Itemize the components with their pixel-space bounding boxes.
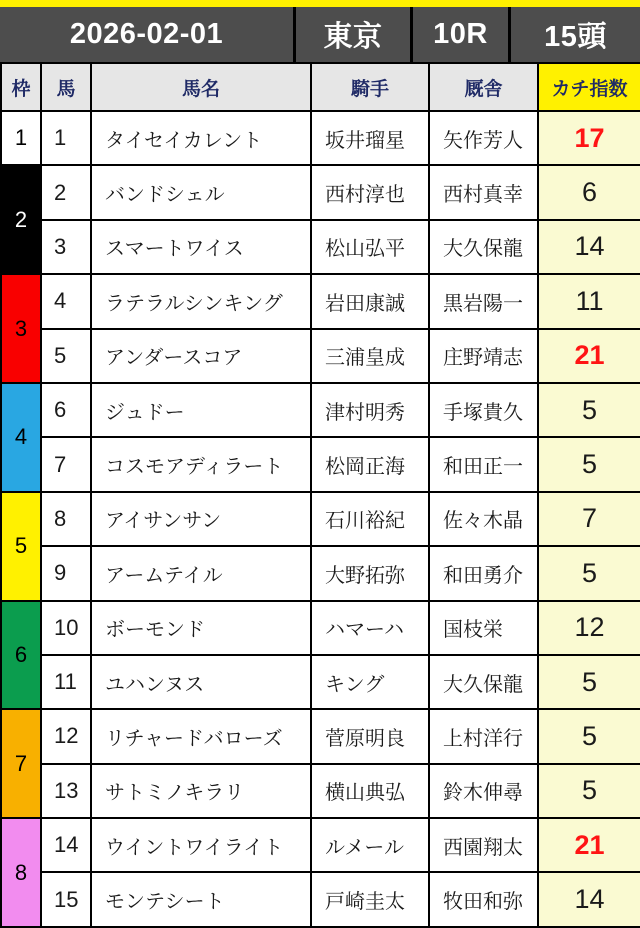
stable-cell: 手塚貴久 <box>429 383 538 437</box>
horse-name-cell: アイサンサン <box>91 492 311 546</box>
stable-cell: 黒岩陽一 <box>429 274 538 328</box>
stable-cell: 和田勇介 <box>429 546 538 600</box>
horse-number-cell: 10 <box>41 601 91 655</box>
table-row <box>1 383 640 437</box>
stable-cell: 牧田和弥 <box>429 872 538 927</box>
table-row <box>1 165 640 219</box>
table-row <box>1 872 640 927</box>
stable-cell: 大久保龍 <box>429 655 538 709</box>
table-row <box>1 709 640 763</box>
frame-cell: 1 <box>1 111 41 165</box>
frame-cell: 3 <box>1 274 41 383</box>
stable-cell: 和田正一 <box>429 437 538 491</box>
col-header-frame: 枠 <box>1 63 41 111</box>
jockey-cell: 松岡正海 <box>311 437 429 491</box>
jockey-cell: 岩田康誠 <box>311 274 429 328</box>
horse-name-cell: リチャードバローズ <box>91 709 311 763</box>
horse-name-cell: サトミノキラリ <box>91 764 311 818</box>
frame-cell: 2 <box>1 165 41 274</box>
entry-table <box>0 62 640 928</box>
jockey-cell: 菅原明良 <box>311 709 429 763</box>
stable-cell: 大久保龍 <box>429 220 538 274</box>
stable-cell: 西園翔太 <box>429 818 538 872</box>
horse-number-cell: 5 <box>41 329 91 383</box>
frame-cell: 8 <box>1 818 41 927</box>
jockey-cell: キング <box>311 655 429 709</box>
index-cell: 21 <box>538 329 640 383</box>
horse-number-cell: 14 <box>41 818 91 872</box>
index-cell: 6 <box>538 165 640 219</box>
horse-number-cell: 7 <box>41 437 91 491</box>
col-header-jockey: 騎手 <box>311 63 429 111</box>
table-row <box>1 220 640 274</box>
horse-name-cell: ウイントワイライト <box>91 818 311 872</box>
index-cell: 11 <box>538 274 640 328</box>
table-row <box>1 655 640 709</box>
index-cell: 5 <box>538 383 640 437</box>
frame-cell: 7 <box>1 709 41 818</box>
stable-cell: 上村洋行 <box>429 709 538 763</box>
column-header-row <box>1 63 640 111</box>
horse-name-cell: スマートワイス <box>91 220 311 274</box>
col-header-index: カチ指数 <box>538 63 640 111</box>
jockey-cell: 戸崎圭太 <box>311 872 429 927</box>
table-row <box>1 818 640 872</box>
stable-cell: 矢作芳人 <box>429 111 538 165</box>
index-cell: 5 <box>538 437 640 491</box>
race-horse-count: 15頭 <box>511 7 640 62</box>
horse-name-cell: アンダースコア <box>91 329 311 383</box>
index-cell: 21 <box>538 818 640 872</box>
horse-number-cell: 8 <box>41 492 91 546</box>
col-header-stable: 厩舎 <box>429 63 538 111</box>
col-header-horse: 馬 <box>41 63 91 111</box>
table-row <box>1 329 640 383</box>
jockey-cell: ルメール <box>311 818 429 872</box>
horse-number-cell: 1 <box>41 111 91 165</box>
index-cell: 12 <box>538 601 640 655</box>
horse-name-cell: バンドシェル <box>91 165 311 219</box>
horse-number-cell: 3 <box>41 220 91 274</box>
jockey-cell: 石川裕紀 <box>311 492 429 546</box>
table-row <box>1 601 640 655</box>
horse-name-cell: タイセイカレント <box>91 111 311 165</box>
jockey-cell: 横山典弘 <box>311 764 429 818</box>
race-number: 10R <box>413 7 508 62</box>
race-date: 2026-02-01 <box>0 7 293 62</box>
horse-number-cell: 15 <box>41 872 91 927</box>
jockey-cell: 三浦皇成 <box>311 329 429 383</box>
frame-cell: 6 <box>1 601 41 710</box>
horse-number-cell: 11 <box>41 655 91 709</box>
stable-cell: 鈴木伸尋 <box>429 764 538 818</box>
horse-name-cell: ユハンヌス <box>91 655 311 709</box>
index-cell: 14 <box>538 872 640 927</box>
index-cell: 5 <box>538 709 640 763</box>
horse-number-cell: 4 <box>41 274 91 328</box>
col-header-horse-name: 馬名 <box>91 63 311 111</box>
index-cell: 17 <box>538 111 640 165</box>
frame-cell: 5 <box>1 492 41 601</box>
race-header <box>0 7 640 62</box>
table-row <box>1 111 640 165</box>
stable-cell: 国枝栄 <box>429 601 538 655</box>
table-row <box>1 492 640 546</box>
horse-number-cell: 9 <box>41 546 91 600</box>
horse-name-cell: ジュドー <box>91 383 311 437</box>
jockey-cell: ハマーハ <box>311 601 429 655</box>
frame-cell: 4 <box>1 383 41 492</box>
table-row <box>1 546 640 600</box>
jockey-cell: 西村淳也 <box>311 165 429 219</box>
horse-name-cell: アームテイル <box>91 546 311 600</box>
horse-name-cell: ラテラルシンキング <box>91 274 311 328</box>
horse-name-cell: ボーモンド <box>91 601 311 655</box>
index-cell: 7 <box>538 492 640 546</box>
horse-name-cell: コスモアディラート <box>91 437 311 491</box>
horse-number-cell: 12 <box>41 709 91 763</box>
index-cell: 5 <box>538 655 640 709</box>
race-venue: 東京 <box>296 7 410 62</box>
table-row <box>1 437 640 491</box>
stable-cell: 佐々木晶 <box>429 492 538 546</box>
horse-number-cell: 13 <box>41 764 91 818</box>
horse-number-cell: 6 <box>41 383 91 437</box>
index-cell: 5 <box>538 764 640 818</box>
table-row <box>1 274 640 328</box>
horse-number-cell: 2 <box>41 165 91 219</box>
top-accent-strip <box>0 0 640 7</box>
jockey-cell: 津村明秀 <box>311 383 429 437</box>
jockey-cell: 大野拓弥 <box>311 546 429 600</box>
stable-cell: 庄野靖志 <box>429 329 538 383</box>
index-cell: 5 <box>538 546 640 600</box>
jockey-cell: 坂井瑠星 <box>311 111 429 165</box>
index-cell: 14 <box>538 220 640 274</box>
table-row <box>1 764 640 818</box>
horse-name-cell: モンテシート <box>91 872 311 927</box>
jockey-cell: 松山弘平 <box>311 220 429 274</box>
stable-cell: 西村真幸 <box>429 165 538 219</box>
